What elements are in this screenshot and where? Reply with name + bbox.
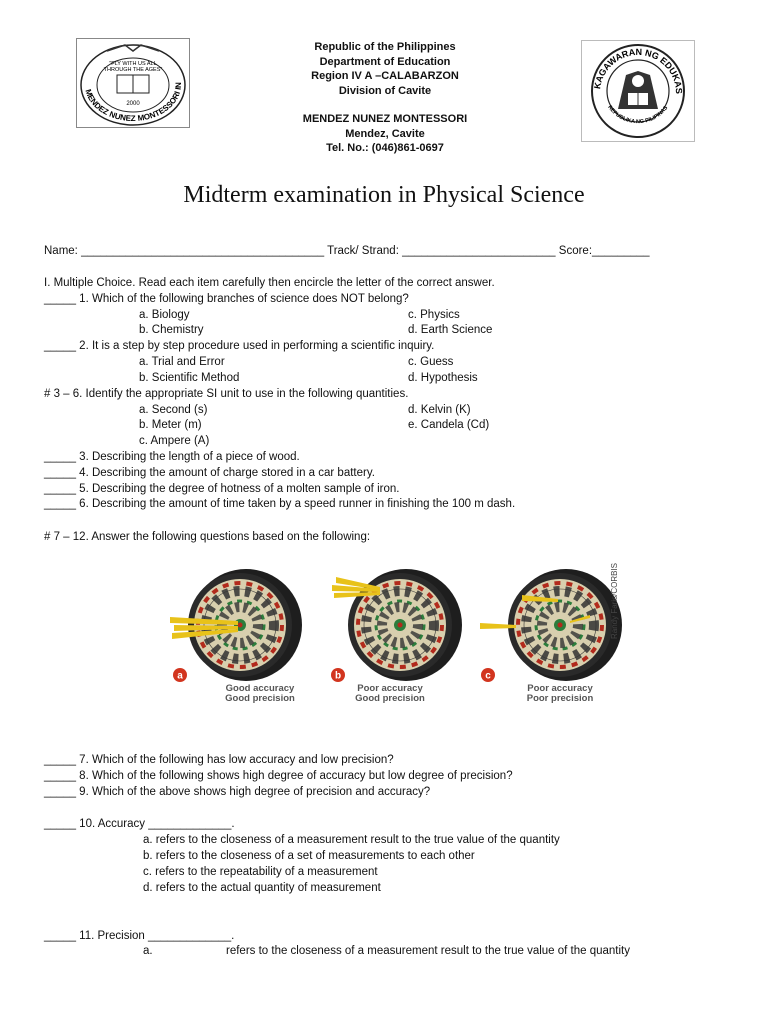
question-8: _____ 8. Which of the following shows high degree of accuracy but low degree of precision?: [44, 770, 513, 782]
si-option-e: e. Candela (Cd): [408, 419, 490, 431]
si-option-d: d. Kelvin (K): [408, 404, 471, 416]
question-5: _____ 5. Describing the degree of hotness of a molten sample of iron.: [44, 483, 400, 495]
question-4: _____ 4. Describing the amount of charge stored in a car battery.: [44, 467, 375, 479]
school-address: Mendez, Cavite: [345, 127, 425, 140]
question-7: _____ 7. Which of the following has low accuracy and low precision?: [44, 754, 394, 766]
questions-3-6-heading: # 3 – 6. Identify the appropriate SI unit to use in the following quantities.: [44, 388, 409, 400]
page-title: Midterm examination in Physical Science: [183, 182, 585, 208]
caption-a: [195, 684, 325, 704]
logo-motto-2: THROUGH THE AGES": [103, 67, 163, 73]
dartboard-c: [480, 569, 622, 681]
question-10: _____ 10. Accuracy _____________.: [44, 818, 235, 830]
header-line3: Region IV A –CALABARZON: [311, 70, 459, 82]
question-6: _____ 6. Describing the amount of time taken by a speed runner in finishing the 100 m dash.: [44, 498, 516, 510]
photo-credit: Randy Faris/CORBIS: [610, 562, 619, 639]
header-line4: Division of Cavite: [338, 84, 432, 97]
q1-option-c: c. Physics: [408, 309, 460, 321]
dartboard-b: [332, 569, 462, 681]
question-3: _____ 3. Describing the length of a piece of wood.: [44, 451, 300, 463]
si-option-c: c. Ampere (A): [139, 435, 210, 447]
q2-option-d: d. Hypothesis: [408, 372, 478, 384]
school-tel: Tel. No.: (046)861-0697: [326, 142, 444, 154]
q1-option-d: d. Earth Science: [408, 324, 493, 336]
q2-option-c: c. Guess: [408, 356, 454, 368]
school-logo: [76, 38, 190, 128]
logo-year: 2000: [126, 101, 140, 107]
header-line2: Department of Education: [319, 55, 451, 68]
caption-a-line1: Good accuracy: [225, 683, 295, 694]
caption-b-line1: Poor accuracy: [357, 683, 423, 694]
question-9: _____ 9. Which of the above shows high degree of precision and accuracy?: [44, 786, 431, 798]
q10-option-d: d. refers to the actual quantity of measurement: [143, 882, 381, 894]
q10-option-a: a. refers to the closeness of a measurement result to the true value of the quantity: [143, 834, 560, 846]
header-block: [230, 40, 540, 156]
q1-option-a: a. Biology: [139, 309, 190, 321]
seal-ring-bottom: REPUBLIKA NG PILIPINAS: [606, 104, 670, 126]
label-a: a: [177, 670, 183, 682]
question-1: _____ 1. Which of the following branches of science does NOT belong?: [44, 293, 409, 305]
header-line1: Republic of the Philippines: [314, 41, 456, 53]
q11-option-a-letter: a.: [143, 945, 153, 957]
q2-option-a: a. Trial and Error: [139, 356, 225, 368]
caption-c-line2: Poor precision: [526, 693, 594, 704]
section-instructions: I. Multiple Choice. Read each item carefully then encircle the letter of the correct answer.: [44, 277, 495, 289]
q10-option-b: b. refers to the closeness of a set of measurements to each other: [143, 850, 475, 862]
school-name: MENDEZ NUNEZ MONTESSORI: [302, 113, 468, 125]
caption-b-line2: Good precision: [355, 693, 425, 704]
caption-c: [495, 684, 625, 704]
label-b: b: [334, 670, 342, 682]
questions-7-12-heading: # 7 – 12. Answer the following questions based on the following:: [44, 531, 371, 543]
dartboard-figure: [150, 555, 670, 715]
seal-ring-top: KAGAWARAN NG EDUKAS: [592, 46, 685, 95]
q10-option-c: c. refers to the repeatability of a measurement: [143, 866, 378, 878]
caption-a-line2: Good precision: [225, 693, 295, 704]
caption-c-line1: Poor accuracy: [527, 683, 593, 694]
label-c: c: [485, 670, 491, 682]
logo-ring-text: MENDEZ NUNEZ MONTESSORI IN: [83, 82, 184, 124]
deped-seal: [581, 40, 695, 142]
q2-option-b: b. Scientific Method: [139, 372, 240, 384]
dartboard-a: [170, 569, 302, 681]
caption-b: [325, 684, 455, 704]
q11-option-a-text: refers to the closeness of a measurement result to the true value of the quantity: [226, 945, 630, 957]
q1-option-b: b. Chemistry: [139, 324, 204, 336]
info-line: Name: ______________________________________ Track/ Strand: ________________________ Score:_________: [44, 245, 650, 257]
question-11: _____ 11. Precision _____________.: [44, 930, 235, 942]
si-option-b: b. Meter (m): [139, 419, 202, 431]
logo-motto-1: "FLY WITH US ALL: [109, 61, 157, 67]
si-option-a: a. Second (s): [139, 404, 208, 416]
question-2: _____ 2. It is a step by step procedure used in performing a scientific inquiry.: [44, 340, 435, 352]
